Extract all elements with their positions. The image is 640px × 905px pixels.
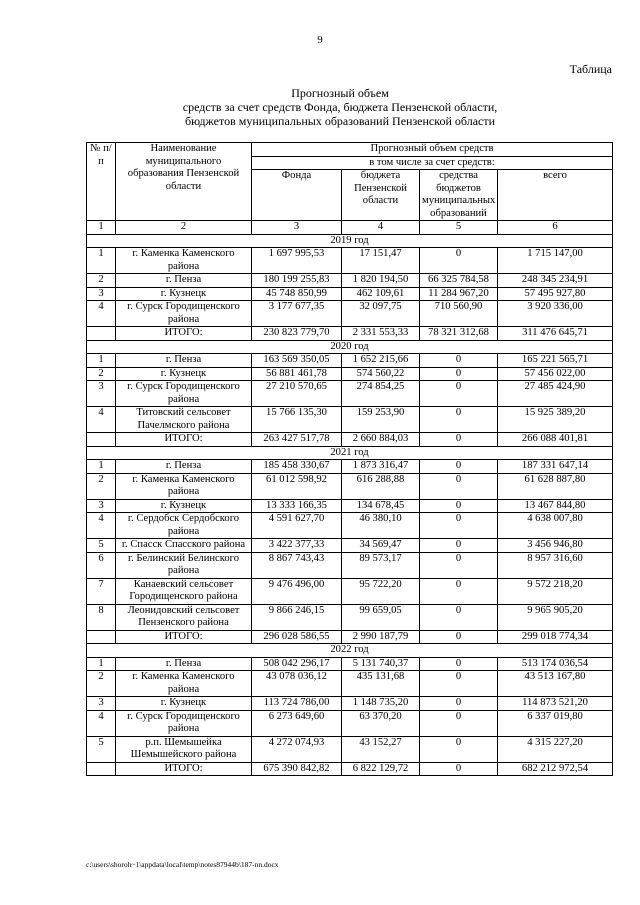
total-amount: 3 456 946,80 bbox=[498, 539, 613, 553]
municipal-budget-amount: 0 bbox=[420, 381, 498, 407]
fund-amount: 263 427 517,78 bbox=[252, 433, 342, 447]
row-number: 4 bbox=[87, 710, 116, 736]
total-amount: 9 965 905,20 bbox=[498, 604, 613, 630]
municipality-name: г. Белинский Белинского района bbox=[116, 552, 252, 578]
row-number: 4 bbox=[87, 407, 116, 433]
fund-amount: 113 724 786,00 bbox=[252, 697, 342, 711]
table-row bbox=[87, 274, 613, 288]
header-regional-budget: бюджета Пензенской области bbox=[342, 170, 420, 221]
year-heading: 2019 год bbox=[87, 234, 613, 248]
regional-budget-amount: 1 652 215,66 bbox=[342, 354, 420, 368]
municipality-name: г. Сурск Городищенского района bbox=[116, 710, 252, 736]
municipality-name: Канаевский сельсовет Городищенского района bbox=[116, 578, 252, 604]
regional-budget-amount: 17 151,47 bbox=[342, 248, 420, 274]
municipal-budget-amount: 0 bbox=[420, 710, 498, 736]
row-number: 2 bbox=[87, 274, 116, 288]
fund-amount: 43 078 036,12 bbox=[252, 671, 342, 697]
total-label: ИТОГО: bbox=[116, 630, 252, 644]
regional-budget-amount: 43 152,27 bbox=[342, 736, 420, 762]
header-municipal-budgets: средства бюджетов муниципальных образований bbox=[420, 170, 498, 221]
fund-amount: 9 476 496,00 bbox=[252, 578, 342, 604]
table-row bbox=[87, 578, 613, 604]
municipal-budget-amount: 0 bbox=[420, 657, 498, 671]
column-number: 4 bbox=[342, 221, 420, 235]
municipal-budget-amount: 0 bbox=[420, 604, 498, 630]
header-name: Наименование муниципального образования Пензенской области bbox=[116, 143, 252, 221]
table-row bbox=[87, 499, 613, 513]
total-amount: 43 513 167,80 bbox=[498, 671, 613, 697]
regional-budget-amount: 2 660 884,03 bbox=[342, 433, 420, 447]
municipal-budget-amount: 0 bbox=[420, 578, 498, 604]
municipal-budget-amount: 0 bbox=[420, 513, 498, 539]
total-amount: 3 920 336,00 bbox=[498, 301, 613, 327]
total-amount: 248 345 234,91 bbox=[498, 274, 613, 288]
municipal-budget-amount: 710 560,90 bbox=[420, 301, 498, 327]
municipal-budget-amount: 78 321 312,68 bbox=[420, 327, 498, 341]
table-row bbox=[87, 697, 613, 711]
total-row bbox=[87, 630, 613, 644]
title-line: Прогнозный объем bbox=[291, 86, 389, 100]
municipality-name: Леонидовский сельсовет Пензенского района bbox=[116, 604, 252, 630]
municipality-name: г. Сердобск Сердобского района bbox=[116, 513, 252, 539]
regional-budget-amount: 46 380,10 bbox=[342, 513, 420, 539]
table-row bbox=[87, 671, 613, 697]
row-number: 1 bbox=[87, 248, 116, 274]
regional-budget-amount: 89 573,17 bbox=[342, 552, 420, 578]
municipal-budget-amount: 0 bbox=[420, 671, 498, 697]
table-row bbox=[87, 736, 613, 762]
fund-amount: 6 273 649,60 bbox=[252, 710, 342, 736]
municipal-budget-amount: 0 bbox=[420, 539, 498, 553]
municipal-budget-amount: 0 bbox=[420, 499, 498, 513]
page-number: 9 bbox=[317, 34, 323, 46]
total-amount: 57 456 022,00 bbox=[498, 367, 613, 381]
regional-budget-amount: 95 722,20 bbox=[342, 578, 420, 604]
column-number: 3 bbox=[252, 221, 342, 235]
municipal-budget-amount: 0 bbox=[420, 248, 498, 274]
regional-budget-amount: 616 288,88 bbox=[342, 473, 420, 499]
total-amount: 4 638 007,80 bbox=[498, 513, 613, 539]
empty-cell bbox=[87, 762, 116, 776]
municipal-budget-amount: 0 bbox=[420, 433, 498, 447]
municipality-name: р.п. Шемышейка Шемышейского района bbox=[116, 736, 252, 762]
total-amount: 266 088 401,81 bbox=[498, 433, 613, 447]
table-label: Таблица bbox=[569, 62, 612, 76]
table-row bbox=[87, 287, 613, 301]
table-row bbox=[87, 407, 613, 433]
regional-budget-amount: 462 109,61 bbox=[342, 287, 420, 301]
title-line: бюджетов муниципальных образований Пензенской области bbox=[184, 114, 496, 128]
municipal-budget-amount: 0 bbox=[420, 697, 498, 711]
total-amount: 27 485 424,90 bbox=[498, 381, 613, 407]
document-title bbox=[80, 86, 600, 128]
fund-amount: 8 867 743,43 bbox=[252, 552, 342, 578]
table-row bbox=[87, 473, 613, 499]
header-including: в том числе за счет средств: bbox=[252, 156, 613, 170]
municipality-name: г. Каменка Каменского района bbox=[116, 473, 252, 499]
municipality-name: г. Спасск Спасского района bbox=[116, 539, 252, 553]
municipality-name: г. Каменка Каменского района bbox=[116, 671, 252, 697]
total-amount: 187 331 647,14 bbox=[498, 460, 613, 474]
municipality-name: г. Пенза bbox=[116, 274, 252, 288]
municipality-name: г. Пенза bbox=[116, 354, 252, 368]
row-number: 6 bbox=[87, 552, 116, 578]
row-number: 3 bbox=[87, 287, 116, 301]
row-number: 4 bbox=[87, 513, 116, 539]
year-row bbox=[87, 340, 613, 354]
row-number: 1 bbox=[87, 354, 116, 368]
total-row bbox=[87, 327, 613, 341]
regional-budget-amount: 6 822 129,72 bbox=[342, 762, 420, 776]
total-amount: 1 715 147,00 bbox=[498, 248, 613, 274]
title-line: средств за счет средств Фонда, бюджета Пензенской области, bbox=[182, 100, 498, 114]
row-number: 3 bbox=[87, 499, 116, 513]
empty-cell bbox=[87, 630, 116, 644]
column-number: 6 bbox=[498, 221, 613, 235]
fund-amount: 56 881 461,78 bbox=[252, 367, 342, 381]
fund-amount: 61 012 598,92 bbox=[252, 473, 342, 499]
year-heading: 2020 год bbox=[87, 340, 613, 354]
table-body bbox=[87, 234, 613, 776]
fund-amount: 230 823 779,70 bbox=[252, 327, 342, 341]
municipality-name: г. Сурск Городищенского района bbox=[116, 381, 252, 407]
column-number: 1 bbox=[87, 221, 116, 235]
fund-amount: 15 766 135,30 bbox=[252, 407, 342, 433]
year-row bbox=[87, 446, 613, 460]
total-amount: 6 337 019,80 bbox=[498, 710, 613, 736]
row-number: 3 bbox=[87, 697, 116, 711]
total-amount: 57 495 927,80 bbox=[498, 287, 613, 301]
regional-budget-amount: 134 678,45 bbox=[342, 499, 420, 513]
regional-budget-amount: 1 148 735,20 bbox=[342, 697, 420, 711]
municipality-name: г. Кузнецк bbox=[116, 697, 252, 711]
total-amount: 299 018 774,34 bbox=[498, 630, 613, 644]
table-row bbox=[87, 381, 613, 407]
total-amount: 165 221 565,71 bbox=[498, 354, 613, 368]
municipal-budget-amount: 0 bbox=[420, 407, 498, 433]
municipal-budget-amount: 0 bbox=[420, 354, 498, 368]
municipal-budget-amount: 0 bbox=[420, 630, 498, 644]
table-row bbox=[87, 301, 613, 327]
empty-cell bbox=[87, 433, 116, 447]
regional-budget-amount: 159 253,90 bbox=[342, 407, 420, 433]
total-amount: 9 572 218,20 bbox=[498, 578, 613, 604]
table-row bbox=[87, 710, 613, 736]
fund-amount: 9 866 246,15 bbox=[252, 604, 342, 630]
fund-amount: 3 177 677,35 bbox=[252, 301, 342, 327]
total-amount: 513 174 036,54 bbox=[498, 657, 613, 671]
regional-budget-amount: 274 854,25 bbox=[342, 381, 420, 407]
regional-budget-amount: 1 820 194,50 bbox=[342, 274, 420, 288]
municipal-budget-amount: 0 bbox=[420, 736, 498, 762]
regional-budget-amount: 1 873 316,47 bbox=[342, 460, 420, 474]
row-number: 7 bbox=[87, 578, 116, 604]
total-amount: 114 873 521,20 bbox=[498, 697, 613, 711]
forecast-table bbox=[86, 142, 613, 776]
regional-budget-amount: 2 990 187,79 bbox=[342, 630, 420, 644]
row-number: 2 bbox=[87, 473, 116, 499]
fund-amount: 296 028 586,55 bbox=[252, 630, 342, 644]
total-amount: 8 957 316,60 bbox=[498, 552, 613, 578]
header-num: № п/п bbox=[87, 143, 116, 221]
row-number: 8 bbox=[87, 604, 116, 630]
total-amount: 311 476 645,71 bbox=[498, 327, 613, 341]
regional-budget-amount: 32 097,75 bbox=[342, 301, 420, 327]
table-row bbox=[87, 657, 613, 671]
municipal-budget-amount: 0 bbox=[420, 762, 498, 776]
footer-file-path: c:\users\shoroh~1\appdata\local\temp\notes87944b\187-nn.docx bbox=[86, 860, 279, 869]
total-label: ИТОГО: bbox=[116, 762, 252, 776]
regional-budget-amount: 5 131 740,37 bbox=[342, 657, 420, 671]
fund-amount: 4 272 074,93 bbox=[252, 736, 342, 762]
regional-budget-amount: 435 131,68 bbox=[342, 671, 420, 697]
fund-amount: 27 210 570,65 bbox=[252, 381, 342, 407]
header-volume: Прогнозный объем средств bbox=[252, 143, 613, 157]
total-amount: 15 925 389,20 bbox=[498, 407, 613, 433]
header-total: всего bbox=[498, 170, 613, 221]
fund-amount: 13 333 166,35 bbox=[252, 499, 342, 513]
header-fund: Фонда bbox=[252, 170, 342, 221]
total-amount: 61 628 887,80 bbox=[498, 473, 613, 499]
fund-amount: 4 591 627,70 bbox=[252, 513, 342, 539]
fund-amount: 3 422 377,33 bbox=[252, 539, 342, 553]
municipal-budget-amount: 0 bbox=[420, 552, 498, 578]
municipality-name: г. Каменка Каменского района bbox=[116, 248, 252, 274]
table-row bbox=[87, 604, 613, 630]
row-number: 2 bbox=[87, 671, 116, 697]
table-row bbox=[87, 460, 613, 474]
table-row bbox=[87, 248, 613, 274]
row-number: 1 bbox=[87, 657, 116, 671]
municipality-name: г. Кузнецк bbox=[116, 367, 252, 381]
municipal-budget-amount: 0 bbox=[420, 367, 498, 381]
row-number: 5 bbox=[87, 539, 116, 553]
table-row bbox=[87, 354, 613, 368]
row-number: 1 bbox=[87, 460, 116, 474]
row-number: 4 bbox=[87, 301, 116, 327]
regional-budget-amount: 574 560,22 bbox=[342, 367, 420, 381]
municipality-name: г. Пенза bbox=[116, 657, 252, 671]
regional-budget-amount: 99 659,05 bbox=[342, 604, 420, 630]
total-label: ИТОГО: bbox=[116, 433, 252, 447]
column-number: 5 bbox=[420, 221, 498, 235]
row-number: 2 bbox=[87, 367, 116, 381]
total-amount: 13 467 844,80 bbox=[498, 499, 613, 513]
total-label: ИТОГО: bbox=[116, 327, 252, 341]
fund-amount: 675 390 842,82 bbox=[252, 762, 342, 776]
total-amount: 4 315 227,20 bbox=[498, 736, 613, 762]
municipal-budget-amount: 0 bbox=[420, 473, 498, 499]
table-row bbox=[87, 367, 613, 381]
regional-budget-amount: 34 569,47 bbox=[342, 539, 420, 553]
fund-amount: 508 042 296,17 bbox=[252, 657, 342, 671]
column-number: 2 bbox=[116, 221, 252, 235]
fund-amount: 180 199 255,83 bbox=[252, 274, 342, 288]
table-row bbox=[87, 513, 613, 539]
municipality-name: Титовский сельсовет Пачелмского района bbox=[116, 407, 252, 433]
table-row bbox=[87, 552, 613, 578]
municipality-name: г. Пенза bbox=[116, 460, 252, 474]
row-number: 5 bbox=[87, 736, 116, 762]
municipal-budget-amount: 66 325 784,58 bbox=[420, 274, 498, 288]
table-row bbox=[87, 539, 613, 553]
year-heading: 2021 год bbox=[87, 446, 613, 460]
total-row bbox=[87, 433, 613, 447]
municipality-name: г. Сурск Городищенского района bbox=[116, 301, 252, 327]
fund-amount: 45 748 850,99 bbox=[252, 287, 342, 301]
year-row bbox=[87, 234, 613, 248]
year-heading: 2022 год bbox=[87, 644, 613, 658]
row-number: 3 bbox=[87, 381, 116, 407]
empty-cell bbox=[87, 327, 116, 341]
regional-budget-amount: 2 331 553,33 bbox=[342, 327, 420, 341]
fund-amount: 1 697 995,53 bbox=[252, 248, 342, 274]
municipality-name: г. Кузнецк bbox=[116, 499, 252, 513]
regional-budget-amount: 63 370,20 bbox=[342, 710, 420, 736]
municipal-budget-amount: 11 284 967,20 bbox=[420, 287, 498, 301]
municipal-budget-amount: 0 bbox=[420, 460, 498, 474]
fund-amount: 185 458 330,67 bbox=[252, 460, 342, 474]
fund-amount: 163 569 350,05 bbox=[252, 354, 342, 368]
column-number-row bbox=[87, 221, 613, 235]
year-row bbox=[87, 644, 613, 658]
total-row bbox=[87, 762, 613, 776]
municipality-name: г. Кузнецк bbox=[116, 287, 252, 301]
total-amount: 682 212 972,54 bbox=[498, 762, 613, 776]
